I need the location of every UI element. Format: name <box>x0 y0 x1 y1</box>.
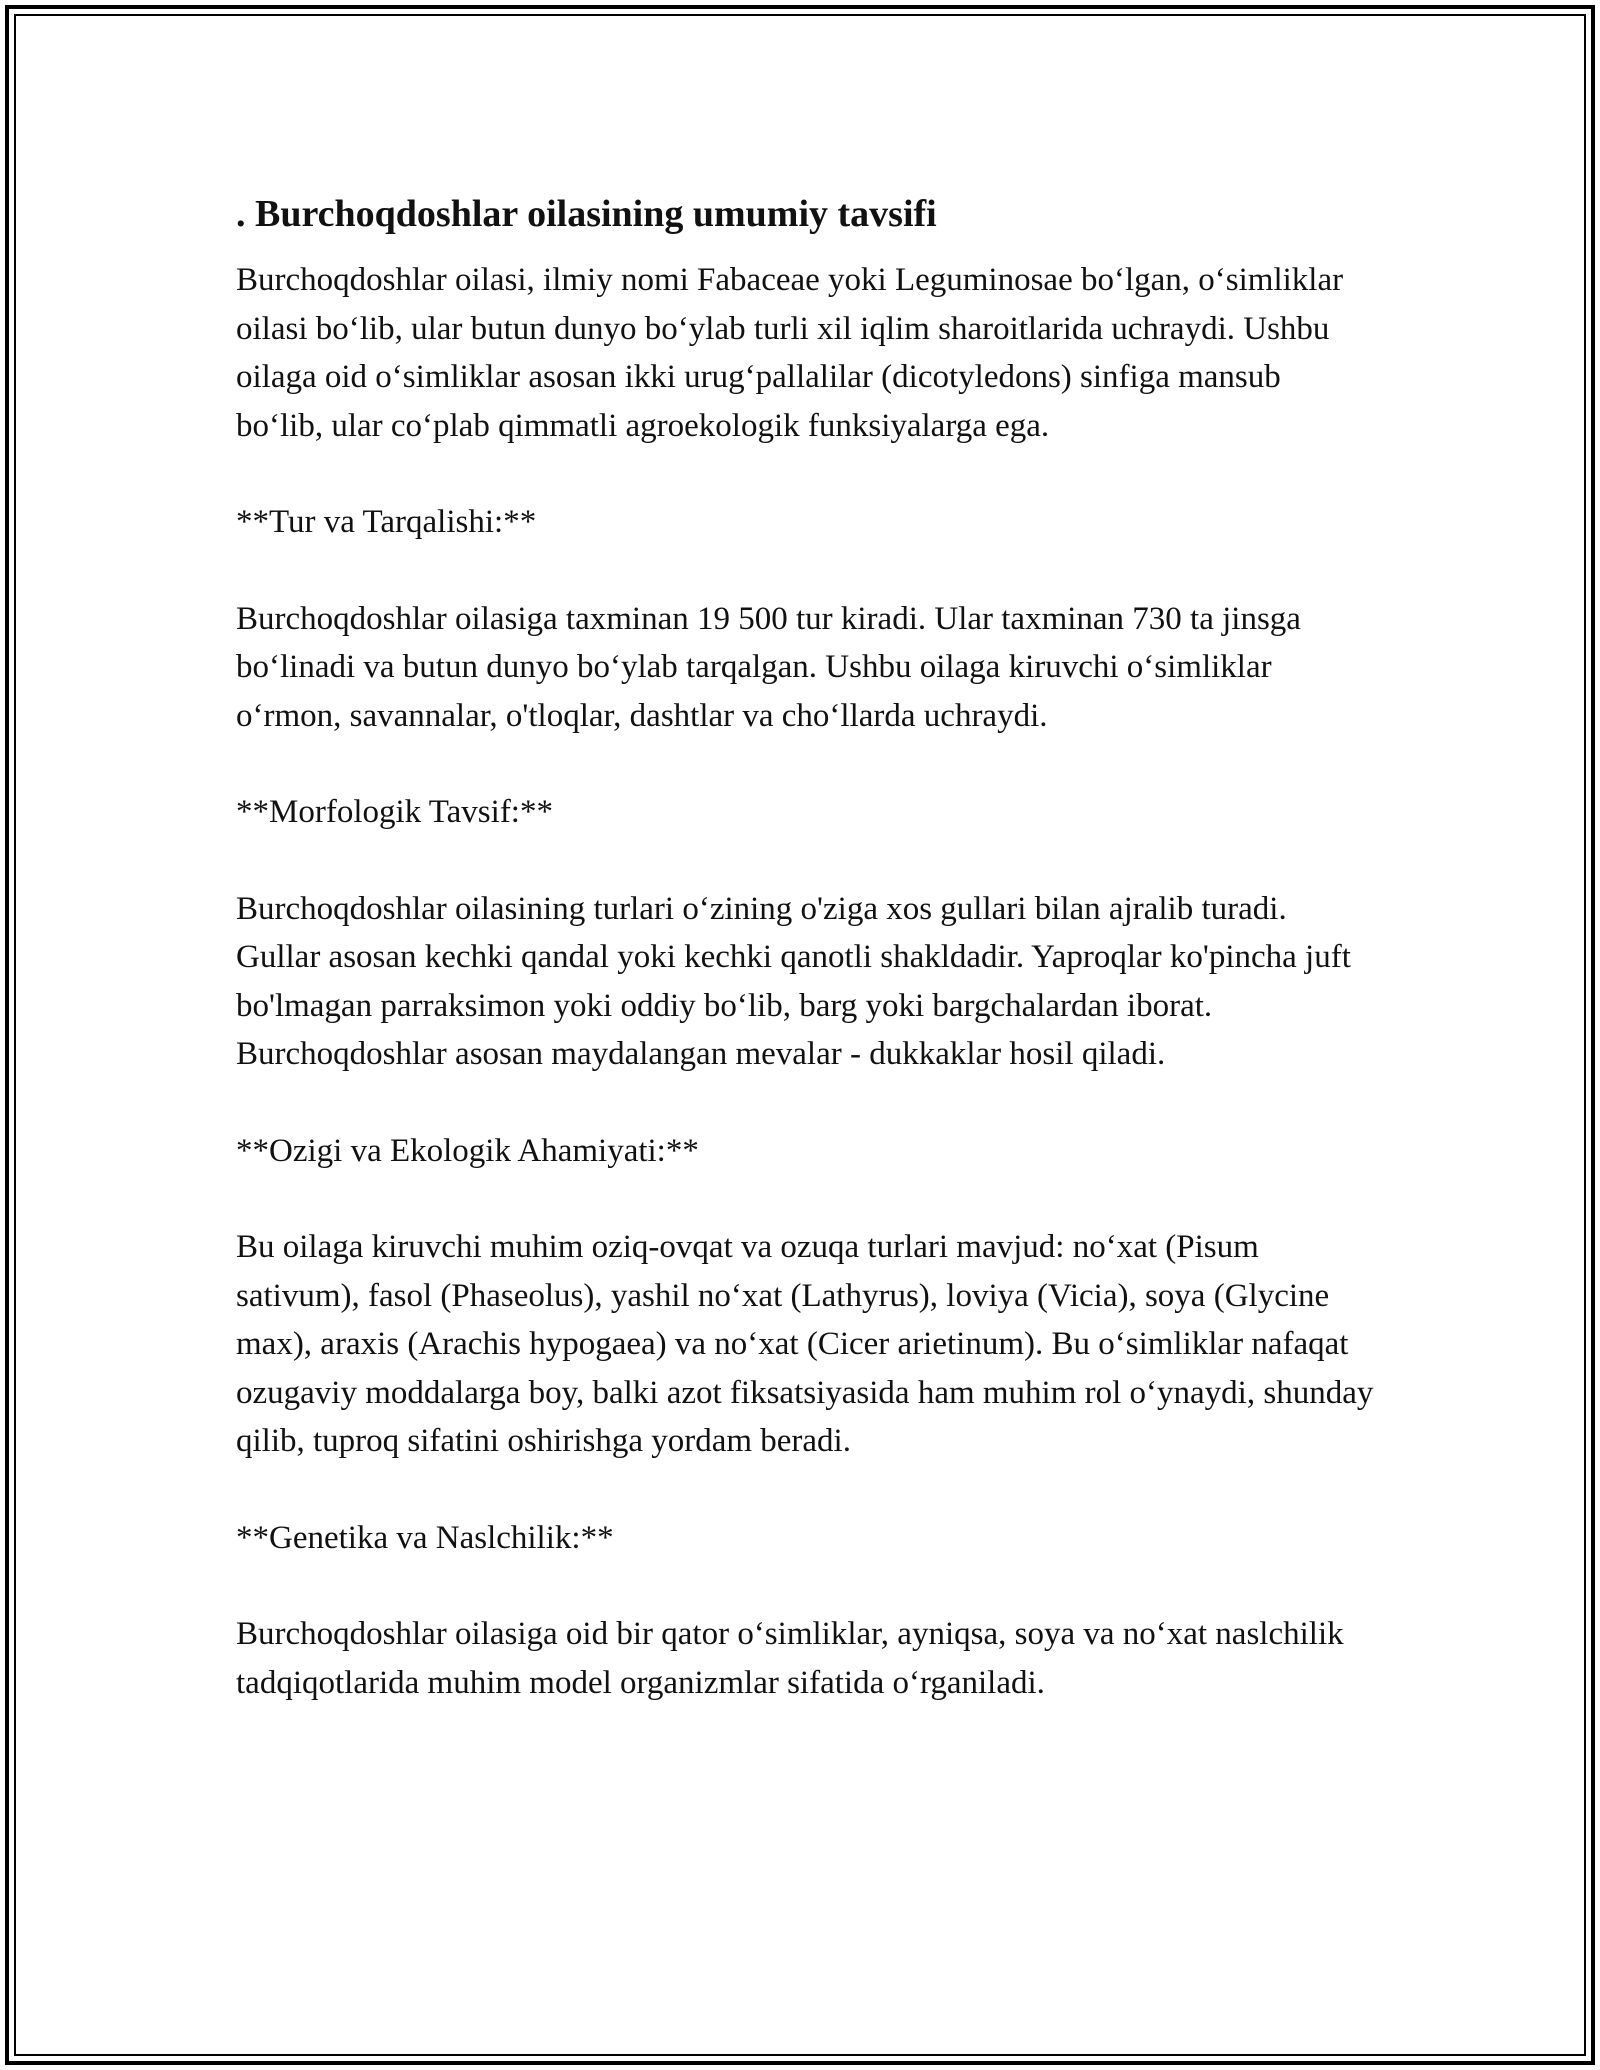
section-text-morphology: Burchoqdoshlar oilasining turlari o‘zining o'ziga xos gullari bilan ajralib turadi. Gullar asosan kechki qandal yoki kechki qanotli shakldadir. Yaproqlar ko'pincha juft bo'lmagan parraksimon yoki oddiy bo‘lib, barg yoki bargchalardan iborat. Burchoqdoshlar asosan maydalangan mevalar - dukkaklar hosil qiladi. <box>236 890 1351 1072</box>
section-heading-genetics: **Genetika va Naslchilik:** <box>236 1519 614 1556</box>
document-body <box>236 186 1376 1755</box>
section-heading-morphology: **Morfologik Tavsif:** <box>236 794 553 830</box>
section-heading-ecology: **Ozigi va Ekologik Ahamiyati:** <box>236 1132 699 1169</box>
section-text-distribution: Burchoqdoshlar oilasiga taxminan 19 500 tur kiradi. Ular taxminan 730 ta jinsga bo‘linadi va butun dunyo bo‘ylab tarqalgan. Ushbu oilaga kiruvchi o‘simliklar o‘rmon, savannalar, o'tloqlar, dashtlar va cho‘llarda uchraydi. <box>236 600 1301 734</box>
document-title: . Burchoqdoshlar oilasining umumiy tavsifi <box>236 193 937 235</box>
section-heading-distribution: **Tur va Tarqalishi:** <box>236 504 537 540</box>
section-text-genetics: Burchoqdoshlar oilasiga oid bir qator o‘simliklar, ayniqsa, soya va no‘xat naslchilik tadqiqotlarida muhim model organizmlar sifatida o‘rganiladi. <box>236 1616 1344 1701</box>
intro-paragraph: Burchoqdoshlar oilasi, ilmiy nomi Fabaceae yoki Leguminosae bo‘lgan, o‘simliklar oilasi bo‘lib, ular butun dunyo bo‘ylab turli xil iqlim sharoitlarida uchraydi. Ushbu oilaga oid o‘simliklar asosan ikki urug‘pallalilar (dicotyledons) sinfiga mansub bo‘lib, ular co‘plab qimmatli agroekologik funksiyalarga ega. <box>236 262 1344 444</box>
section-text-ecology: Bu oilaga kiruvchi muhim oziq-ovqat va ozuqa turlari mavjud: no‘xat (Pisum sativum), fasol (Phaseolus), yashil no‘xat (Lathyrus), loviya (Vicia), soya (Glycine max), araxis (Arachis hypogaea) va no‘xat (Cicer arietinum). Bu o‘simliklar nafaqat ozugaviy moddalarga boy, balki azot fiksatsiyasida ham muhim rol o‘ynaydi, shunday qilib, tuproq sifatini oshirishga yordam beradi. <box>236 1229 1374 1459</box>
